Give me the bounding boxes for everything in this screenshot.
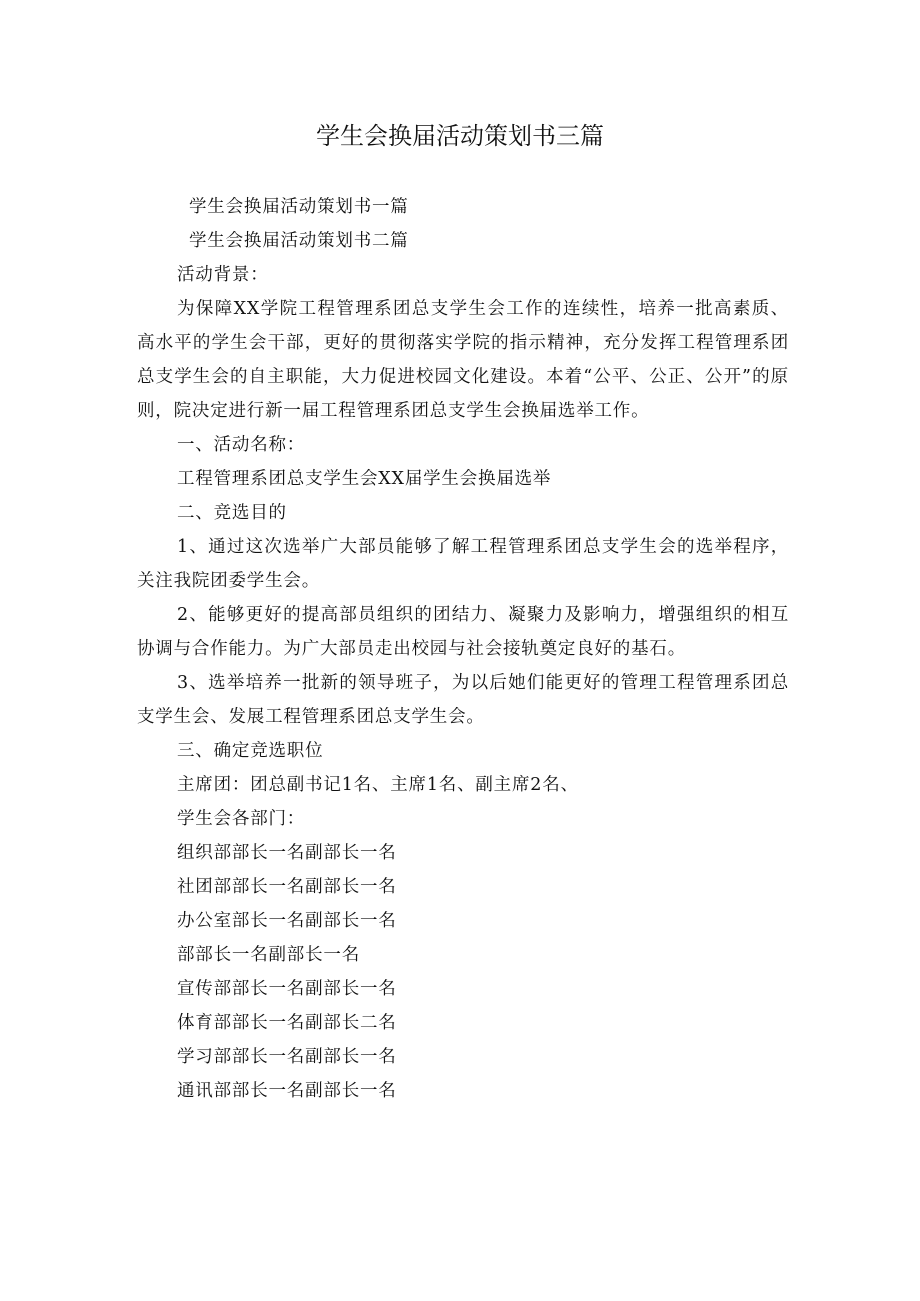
purpose-item: 1、通过这次选举广大部员能够了解工程管理系团总支学生会的选举程序，关注我院团委学生会。 — [137, 537, 789, 591]
department-item: 办公室部长一名副部长一名 — [177, 911, 397, 931]
document-title: 学生会换届活动策划书三篇 — [316, 122, 604, 150]
presidium-line: 主席团：团总副书记1名、主席1名、副主席2名、 — [177, 775, 579, 795]
department-item: 学习部部长一名副部长一名 — [177, 1047, 397, 1067]
activity-name: 工程管理系团总支学生会XX届学生会换届选举 — [177, 469, 552, 489]
subheading-2: 学生会换届活动策划书二篇 — [189, 231, 409, 251]
department-item: 部部长一名副部长一名 — [177, 945, 360, 965]
department-item: 组织部部长一名副部长一名 — [177, 843, 397, 863]
document-body — [137, 190, 789, 1108]
background-paragraph: 为保障XX学院工程管理系团总支学生会工作的连续性，培养一批高素质、高水平的学生会干部，更好的贯彻落实学院的指示精神，充分发挥工程管理系团总支学生会的自主职能，大力促进校园文化建设。本着“公平、公正、公开”的原则，院决定进行新一届工程管理系团总支学生会换届选举工作。 — [137, 299, 789, 421]
department-item: 体育部部长一名副部长二名 — [177, 1013, 397, 1033]
section-2-heading: 二、竞选目的 — [177, 503, 287, 523]
department-item: 社团部部长一名副部长一名 — [177, 877, 397, 897]
subheading-1: 学生会换届活动策划书一篇 — [189, 197, 409, 217]
department-item: 通讯部部长一名副部长一名 — [177, 1081, 397, 1101]
departments-label: 学生会各部门： — [177, 809, 306, 829]
department-item: 宣传部部长一名副部长一名 — [177, 979, 397, 999]
section-3-heading: 三、确定竞选职位 — [177, 741, 324, 761]
purpose-item: 2、能够更好的提高部员组织的团结力、凝聚力及影响力，增强组织的相互协调与合作能力。为广大部员走出校园与社会接轨奠定良好的基石。 — [137, 605, 789, 659]
section-1-heading: 一、活动名称： — [177, 435, 306, 455]
background-label: 活动背景： — [177, 265, 269, 285]
purpose-item: 3、选举培养一批新的领导班子，为以后她们能更好的管理工程管理系团总支学生会、发展工程管理系团总支学生会。 — [137, 673, 789, 727]
